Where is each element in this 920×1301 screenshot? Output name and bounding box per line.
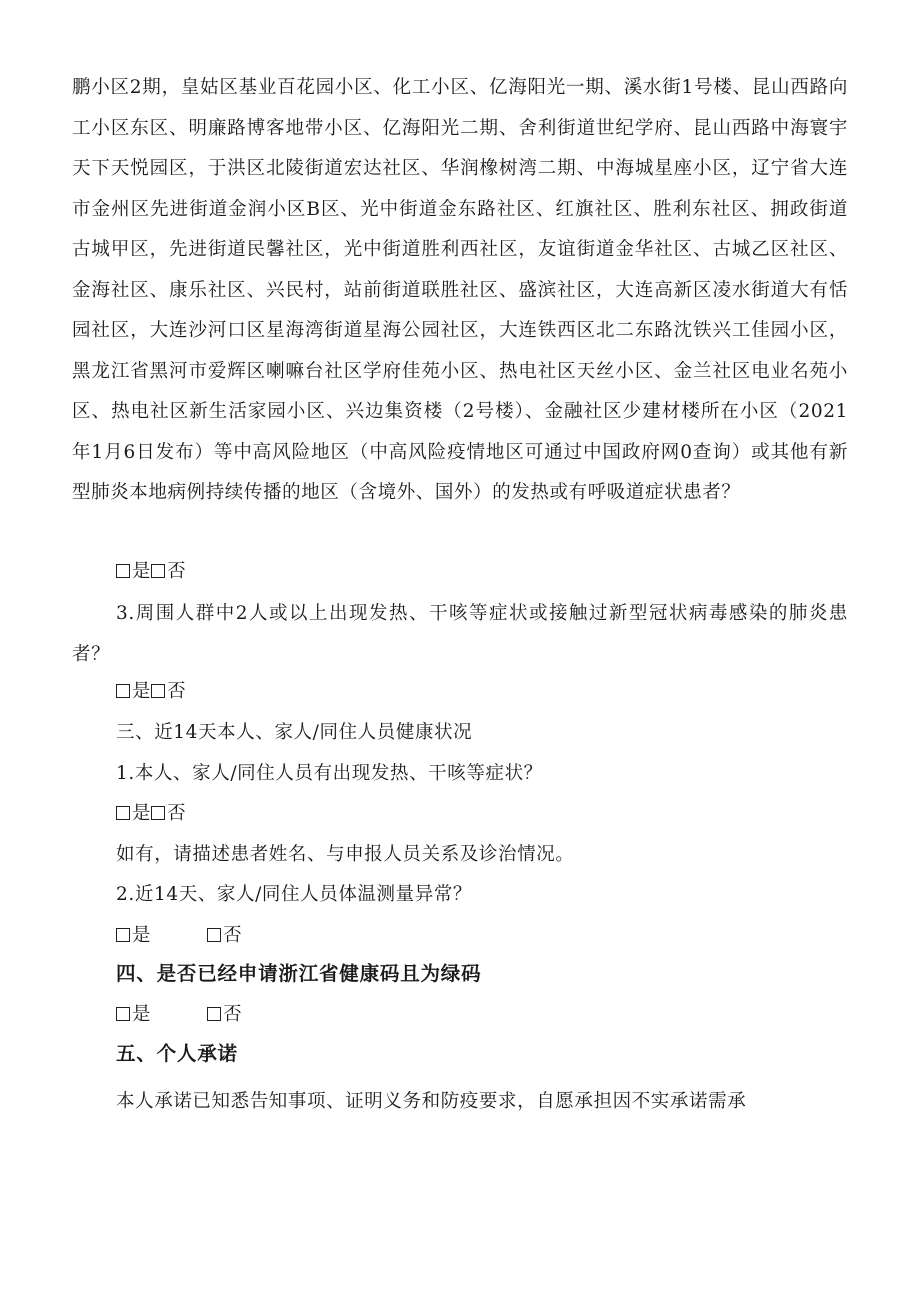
s3-q1-no-option[interactable]: 否 [151,802,186,826]
q3-text: 3.周围人群中2人或以上出现发热、干咳等症状或接触过新型冠状病毒感染的肺炎患者？ [72,603,848,665]
checkbox-icon[interactable] [116,564,130,578]
q2-no-option[interactable]: 否 [151,560,186,584]
s4-yes-option[interactable]: 是 [116,1003,151,1027]
checkbox-icon[interactable] [116,806,130,820]
checkbox-icon[interactable] [116,1007,130,1021]
s5-commitment-text: 本人承诺已知悉告知事项、证明义务和防疫要求，自愿承担因不实承诺需承 [116,1091,747,1112]
checkbox-icon[interactable] [116,928,130,942]
checkbox-icon[interactable] [151,806,165,820]
section5-title: 五、个人承诺 [116,1042,238,1065]
q3-options [116,680,186,704]
section3-title: 三、近14天本人、家人/同住人员健康状况 [116,722,473,743]
checkbox-icon[interactable] [207,1007,221,1021]
checkbox-icon[interactable] [207,928,221,942]
s4-no-option[interactable]: 否 [207,1003,242,1027]
s3-q1-note: 如有，请描述患者姓名、与申报人员关系及诊治情况。 [116,844,575,865]
s3-q2-yes-option[interactable]: 是 [116,924,151,948]
s3-q1-options [116,802,186,826]
s3-q1-yes-option[interactable]: 是 [116,802,151,826]
s3-q2-options [116,924,242,948]
checkbox-icon[interactable] [151,684,165,698]
s3-q2-no-option[interactable]: 否 [207,924,242,948]
q2-continued-text: 鹏小区2期，皇姑区基业百花园小区、化工小区、亿海阳光一期、溪水街1号楼、昆山西路向工小区东区、明廉路博客地带小区、亿海阳光二期、舍利街道世纪学府、昆山西路中海寰宇天下天悦园区，于洪区北陵街道宏达社区、华润橡树湾二期、中海城星座小区，辽宁省大连市金州区先进街道金润小区B区、光中街道金东路社区、红旗社区、胜利东社区、拥政街道古城甲区，先进街道民馨社区，光中街道胜利西社区，友谊街道金华社区、古城乙区社区、金海社区、康乐社区、兴民村，站前街道联胜社区、盛滨社区，大连高新区凌水街道大有恬园社区，大连沙河口区星海湾街道星海公园社区，大连铁西区北二东路沈铁兴工佳园小区，黑龙江省黑河市爱辉区喇嘛台社区学府佳苑小区、热电社区天丝小区、金兰社区电业名苑小区、热电社区新生活家园小区、兴边集资楼（2号楼）、金融社区少建材楼所在小区（2021年1月6日发布）等中高风险地区（中高风险疫情地区可通过中国政府网0查询）或其他有新型肺炎本地病例持续传播的地区（含境外、国外）的发热或有呼吸道症状患者？ [72,77,848,503]
q3-yes-option[interactable]: 是 [116,680,151,704]
s4-options [116,1003,242,1027]
s3-q1-text: 1.本人、家人/同住人员有出现发热、干咳等症状？ [116,763,543,784]
q2-options [116,560,186,584]
section4-title: 四、是否已经申请浙江省健康码且为绿码 [116,962,482,985]
checkbox-icon[interactable] [116,684,130,698]
checkbox-icon[interactable] [151,564,165,578]
q2-yes-option[interactable]: 是 [116,560,151,584]
s3-q2-text: 2.近14天、家人/同住人员体温测量异常？ [116,884,473,905]
q3-no-option[interactable]: 否 [151,680,186,704]
